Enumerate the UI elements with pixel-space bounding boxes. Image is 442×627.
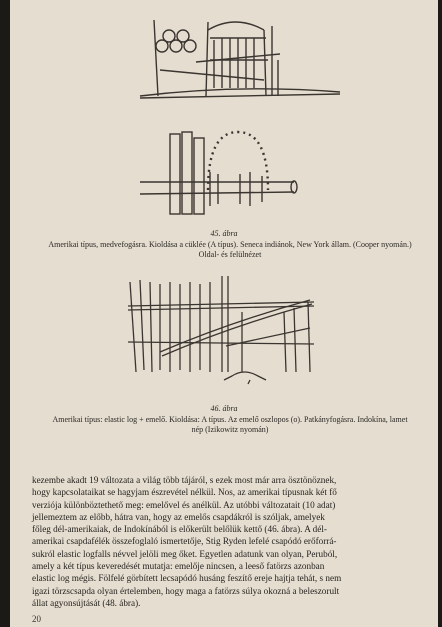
page-number: 20 [32,614,41,624]
body-line: hogy kapcsolataikat se hagyjam észrevétel nélkül. Nos, az amerikai típusnak két fő [32,487,337,498]
body-line: verziója különböztethető meg: emelővel és anélkül. Az utóbbi változatait (10 adat) [32,499,336,510]
body-line: kezembe akadt 19 változata a világ több tájáról, s ezek most már arra ösztönöznek, [32,475,337,485]
body-line: elastic log mégis. Fölfelé görbített lecsapódó husáng feszítő ereje hajtja tehát, s nem [32,573,342,584]
body-line: amely a két típus keveredését mutatja: emelője nincsen, a leeső fatörzs azonban [32,561,325,572]
body-line: igazi törzscsapda olyan értelemben, hogy maga a fatörzs súlya okozná a beleszorult [32,585,340,596]
figure-45-caption: Amerikai típus, medvefogásra. Kioldása a cüklée (A típus). Seneca indiánok, New York állam. (Cooper nyomán.) Oldal- és felülnézet [48,240,412,259]
body-line: állat agyonsújtását (48. ábra). [32,597,141,608]
body-line: főleg dél-amerikaiak, de Indokínából is előkerült belőlük kettő (46. ábra). A dél- [32,524,327,535]
figure-45-number: 45. ábra [210,229,238,238]
figure-45-side-view [10,0,438,110]
figure-46-caption: Amerikai típus: elastic log + emelő. Kioldása: A típus. Az emelő oszlopos (o). Patkányfogásra. Indokína, lamet nép (Izikowitz nyomán) [52,415,408,434]
body-line: jellemeztem az előbb, hátra van, hogy az emelős csapdákról is szóljak, amelyek [32,511,325,522]
figure-45-top-view [10,110,438,230]
body-line: sukról elastic logfalls névvel jelöli meg őket. Egyetlen adatunk van olyan, Peruból, [32,548,338,559]
figure-46-number: 46. ábra [210,404,238,413]
body-text [32,474,422,609]
book-page [10,0,438,627]
body-line: amerikai csapdafélék összefoglaló ismertetője, Stig Ryden lefelé csapódó erőforrá- [32,536,337,547]
figure-46-illustration [10,272,438,402]
